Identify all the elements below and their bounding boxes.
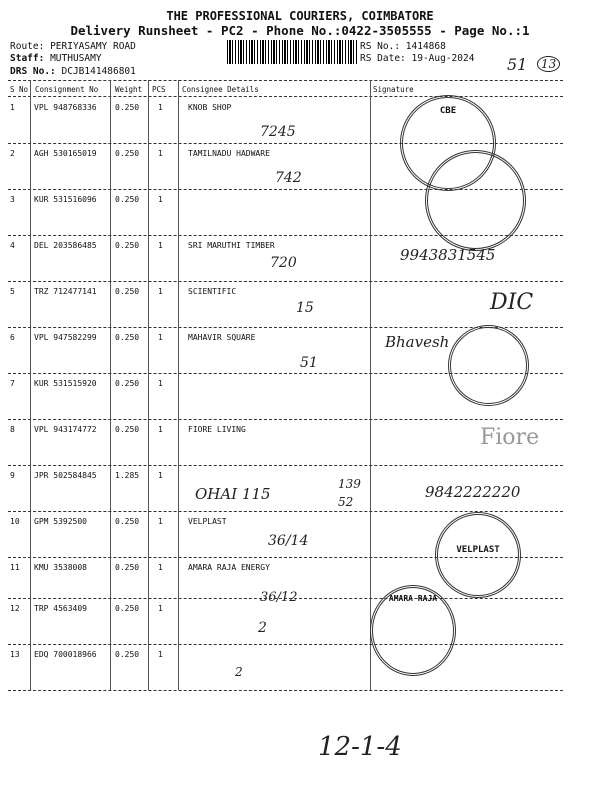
cell-consignee: SRI MARUTHI TIMBER — [188, 241, 275, 250]
cell-sno: 9 — [10, 471, 15, 480]
handwritten-note: 139 — [338, 477, 361, 491]
cell-consignment: EDQ 700018966 — [34, 650, 97, 659]
handwritten-note: 51 — [300, 355, 318, 371]
col-signature: Signature — [373, 85, 414, 94]
velplast-stamp — [435, 512, 521, 598]
cell-consignment: TRP 4563409 — [34, 604, 87, 613]
cell-sno: 6 — [10, 333, 15, 342]
stamp-text: AMARA RAJA — [388, 594, 438, 603]
handwritten-note: 742 — [275, 170, 302, 186]
rs-date-line — [360, 53, 474, 64]
cell-pcs: 1 — [158, 471, 163, 480]
cell-weight: 0.250 — [115, 195, 140, 204]
runsheet-title: Delivery Runsheet - PC2 - Phone No.:0422-3505555 - Page No.:1 — [70, 23, 530, 38]
rs-no-value: 1414868 — [405, 41, 446, 52]
cell-consignment: KUR 531516096 — [34, 195, 97, 204]
handwritten-note: 36/14 — [268, 533, 309, 549]
cell-consignment: VPL 943174772 — [34, 425, 97, 434]
cell-consignee: SCIENTIFIC — [188, 287, 237, 296]
cell-pcs: 1 — [158, 517, 163, 526]
stamp-text: CBE — [439, 106, 457, 116]
handwritten-note: 2 — [235, 665, 243, 679]
rs-no-label: RS No.: — [360, 41, 401, 52]
cell-weight: 0.250 — [115, 563, 140, 572]
route-label: Route: — [10, 41, 45, 52]
handwritten-phone: 9943831545 — [400, 246, 496, 264]
cell-consignee: KNOB SHOP — [188, 103, 232, 112]
staff-label: Staff: — [10, 53, 45, 64]
cell-consignment: JPR 502584845 — [34, 471, 97, 480]
cell-consignment: DEL 203586485 — [34, 241, 97, 250]
cell-weight: 0.250 — [115, 425, 140, 434]
cell-consignment: VPL 948768336 — [34, 103, 97, 112]
col-consignment: Consignment No — [35, 85, 99, 94]
handwritten-phone: 9842222220 — [425, 483, 521, 501]
drs-value: DCJB141486801 — [61, 66, 136, 77]
handwritten-note: 2 — [258, 620, 267, 636]
cell-sno: 3 — [10, 195, 15, 204]
cell-weight: 0.250 — [115, 517, 140, 526]
header-top-rule — [8, 80, 563, 81]
cell-sno: 2 — [10, 149, 15, 158]
cell-weight: 1.285 — [115, 471, 140, 480]
route-value: PERIYASAMY ROAD — [50, 41, 136, 52]
cell-consignment: VPL 947582299 — [34, 333, 97, 342]
cell-weight: 0.250 — [115, 650, 140, 659]
rs-date-label: RS Date: — [360, 53, 406, 64]
rs-no-line — [360, 41, 446, 52]
rs-date-value: 19-Aug-2024 — [411, 53, 475, 64]
col-consignee: Consignee Details — [182, 85, 259, 94]
cell-weight: 0.250 — [115, 241, 140, 250]
company-title: THE PROFESSIONAL COURIERS, COIMBATORE — [166, 9, 434, 23]
cell-weight: 0.250 — [115, 287, 140, 296]
cell-weight: 0.250 — [115, 103, 140, 112]
company-stamp — [425, 150, 526, 251]
cell-consignment: TRZ 712477141 — [34, 287, 97, 296]
cell-consignment: GPM 5392500 — [34, 517, 87, 526]
cell-pcs: 1 — [158, 425, 163, 434]
handwritten-signature: Bhavesh — [385, 333, 450, 351]
handwritten-bottom-note: 12-1-4 — [318, 732, 402, 762]
barcode — [227, 40, 357, 64]
cell-consignment: KMU 3538008 — [34, 563, 87, 572]
cell-sno: 1 — [10, 103, 15, 112]
cell-weight: 0.250 — [115, 379, 140, 388]
cell-pcs: 1 — [158, 379, 163, 388]
cell-pcs: 1 — [158, 563, 163, 572]
cell-weight: 0.250 — [115, 149, 140, 158]
cell-consignee: FIORE LIVING — [188, 425, 246, 434]
col-weight: Weight — [115, 85, 143, 94]
handwritten-note: 36/12 — [260, 590, 298, 605]
cell-weight: 0.250 — [115, 604, 140, 613]
handwritten-note: OHAI 115 — [195, 485, 271, 503]
cell-pcs: 1 — [158, 195, 163, 204]
cell-sno: 13 — [10, 650, 20, 659]
cell-pcs: 1 — [158, 103, 163, 112]
cell-sno: 11 — [10, 563, 20, 572]
row-rule — [8, 690, 563, 691]
drs-label: DRS No.: — [10, 66, 56, 77]
table-row — [8, 598, 563, 650]
cell-pcs: 1 — [158, 604, 163, 613]
handwritten-circled-count: 13 — [537, 56, 560, 72]
handwritten-signature: DIC — [490, 290, 534, 315]
cell-pcs: 1 — [158, 650, 163, 659]
cell-consignee: MAHAVIR SQUARE — [188, 333, 256, 342]
route-line — [10, 41, 136, 52]
cell-pcs: 1 — [158, 287, 163, 296]
handwritten-note: 720 — [270, 255, 297, 271]
cell-sno: 12 — [10, 604, 20, 613]
handwritten-note: 7245 — [260, 124, 296, 140]
cell-consignee: AMARA RAJA ENERGY — [188, 563, 270, 572]
company-stamp — [448, 325, 529, 406]
cell-sno: 5 — [10, 287, 15, 296]
stamp-text: VELPLAST — [456, 545, 500, 555]
fiore-stamp-text: Fiore — [480, 425, 540, 450]
amara-raja-stamp — [370, 585, 456, 676]
cell-consignment: AGH 530165019 — [34, 149, 97, 158]
cell-pcs: 1 — [158, 149, 163, 158]
handwritten-note: 52 — [338, 495, 354, 509]
cell-consignee: VELPLAST — [188, 517, 227, 526]
cell-sno: 4 — [10, 241, 15, 250]
table-row — [8, 644, 563, 696]
col-pcs: PCS — [152, 85, 166, 94]
handwritten-count: 51 — [507, 55, 528, 74]
cell-pcs: 1 — [158, 333, 163, 342]
cell-sno: 10 — [10, 517, 20, 526]
cell-sno: 7 — [10, 379, 15, 388]
staff-line — [10, 53, 102, 64]
cell-consignee: TAMILNADU HADWARE — [188, 149, 270, 158]
drs-line — [10, 66, 136, 77]
staff-value: MUTHUSAMY — [50, 53, 102, 64]
handwritten-note: 15 — [296, 300, 314, 316]
col-sno: S No — [10, 85, 29, 94]
cell-sno: 8 — [10, 425, 15, 434]
cell-weight: 0.250 — [115, 333, 140, 342]
cell-consignment: KUR 531515920 — [34, 379, 97, 388]
cell-pcs: 1 — [158, 241, 163, 250]
